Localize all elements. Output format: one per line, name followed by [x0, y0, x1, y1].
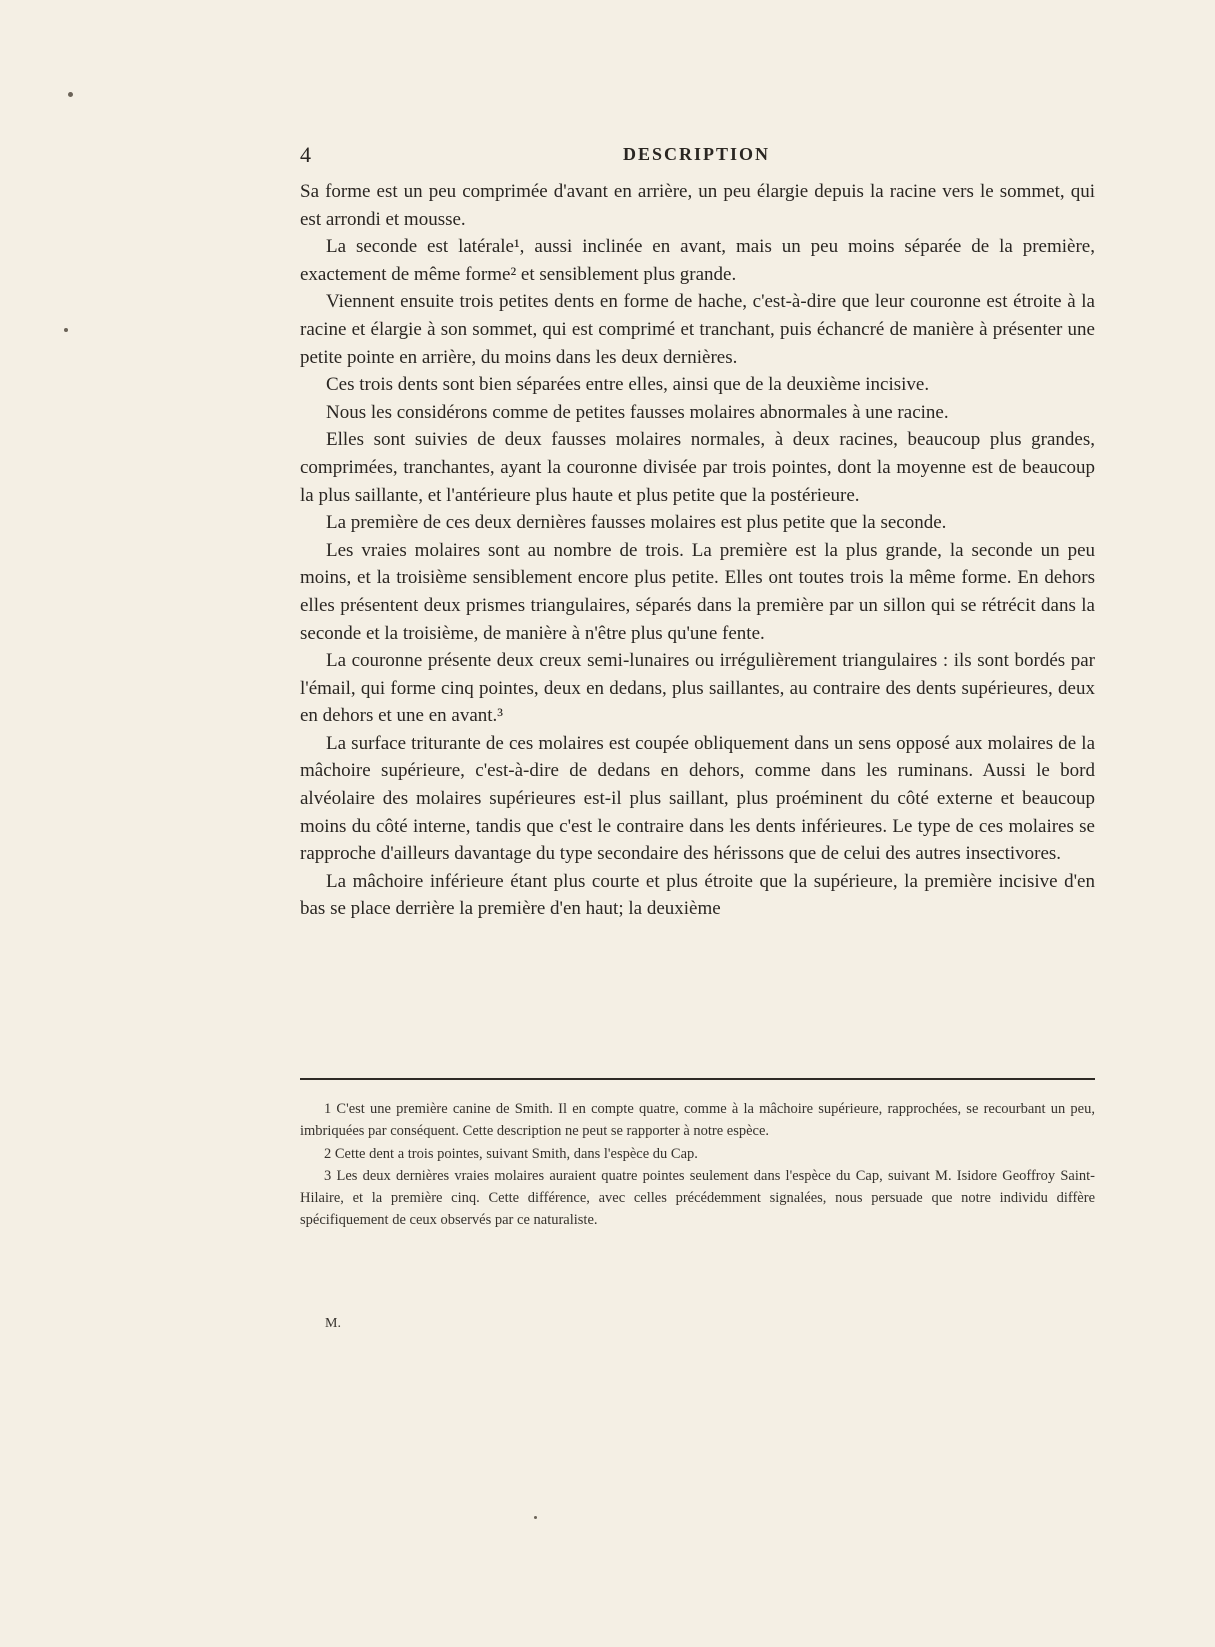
running-head	[300, 142, 1095, 170]
page-number: 4	[300, 142, 311, 167]
paragraph: Ces trois dents sont bien séparées entre elles, ainsi que de la deuxième incisive.	[326, 374, 930, 396]
footnote-rule	[300, 1078, 1095, 1080]
paragraph: Viennent ensuite trois petites dents en forme de hache, c'est-à-dire que leur couronne est étroite à la racine et élargie à son sommet, qui est comprimé et tranchant, puis échancré de manière à présenter une petite pointe en arrière, du moins dans les deux dernières.	[300, 291, 1095, 368]
paragraph: La surface triturante de ces molaires est coupée obliquement dans un sens opposé aux molaires de la mâchoire supérieure, c'est-à-dire de dedans en dehors, comme dans les ruminans. Aussi le bord alvéolaire des molaires supérieures est-il plus saillant, plus proéminent du côté externe et beaucoup moins du côté interne, tandis que c'est le contraire dans les dents inférieures. Le type de ces molaires se rapproche d'ailleurs davantage du type secondaire des hérissons que de celui des autres insectivores.	[300, 732, 1095, 865]
paragraph: Les vraies molaires sont au nombre de trois. La première est la plus grande, la seconde un peu moins, et la troisième sensiblement encore plus petite. Elles ont toutes trois la même forme. En dehors elles présentent deux prismes triangulaires, séparés dans la première par un sillon qui se rétrécit dans la seconde et la troisième, de manière à n'être plus qu'une fente.	[300, 539, 1095, 644]
footnotes	[300, 1098, 1095, 1232]
paragraph: La seconde est latérale¹, aussi inclinée en avant, mais un peu moins séparée de la première, exactement de même forme² et sensiblement plus grande.	[300, 236, 1095, 285]
paper-speck	[64, 328, 68, 332]
paragraph: Elles sont suivies de deux fausses molaires normales, à deux racines, beaucoup plus grandes, comprimées, tranchantes, ayant la couronne divisée par trois pointes, dont la moyenne est de beaucoup la plus saillante, et l'antérieure plus haute et plus petite que la postérieure.	[300, 429, 1095, 506]
footnote: 1 C'est une première canine de Smith. Il en compte quatre, comme à la mâchoire supérieure, rapprochées, se recourbant un peu, imbriquées par conséquent. Cette description ne peut se rapporter à notre espèce.	[300, 1101, 1095, 1140]
paragraph: La première de ces deux dernières fausses molaires est plus petite que la seconde.	[326, 512, 947, 534]
body-text	[300, 178, 1095, 923]
footnote: 2 Cette dent a trois pointes, suivant Smith, dans l'espèce du Cap.	[324, 1145, 698, 1162]
signature: M.	[325, 1316, 341, 1331]
paper-speck	[534, 1516, 537, 1519]
paragraph: La couronne présente deux creux semi-lunaires ou irrégulièrement triangulaires : ils sont bordés par l'émail, qui forme cinq pointes, deux en dedans, plus saillantes, au contraire des dents supérieures, deux en dehors et une en avant.³	[300, 650, 1095, 727]
paper-speck	[68, 92, 73, 97]
footnote: 3 Les deux dernières vraies molaires auraient quatre pointes seulement dans l'espèce du Cap, suivant M. Isidore Geoffroy Saint-Hilaire, et la première cinq. Cette différence, avec celles précédemment signalées, nous persuade que notre individu diffère spécifiquement de ceux observés par ce naturaliste.	[300, 1167, 1095, 1229]
paragraph: Nous les considérons comme de petites fausses molaires abnormales à une racine.	[326, 401, 949, 423]
running-title: DESCRIPTION	[623, 144, 771, 164]
paragraph: La mâchoire inférieure étant plus courte et plus étroite que la supérieure, la première incisive d'en bas se place derrière la première d'en haut; la deuxième	[300, 870, 1095, 920]
paragraph: Sa forme est un peu comprimée d'avant en arrière, un peu élargie depuis la racine vers le sommet, qui est arrondi et mousse.	[300, 181, 1095, 230]
